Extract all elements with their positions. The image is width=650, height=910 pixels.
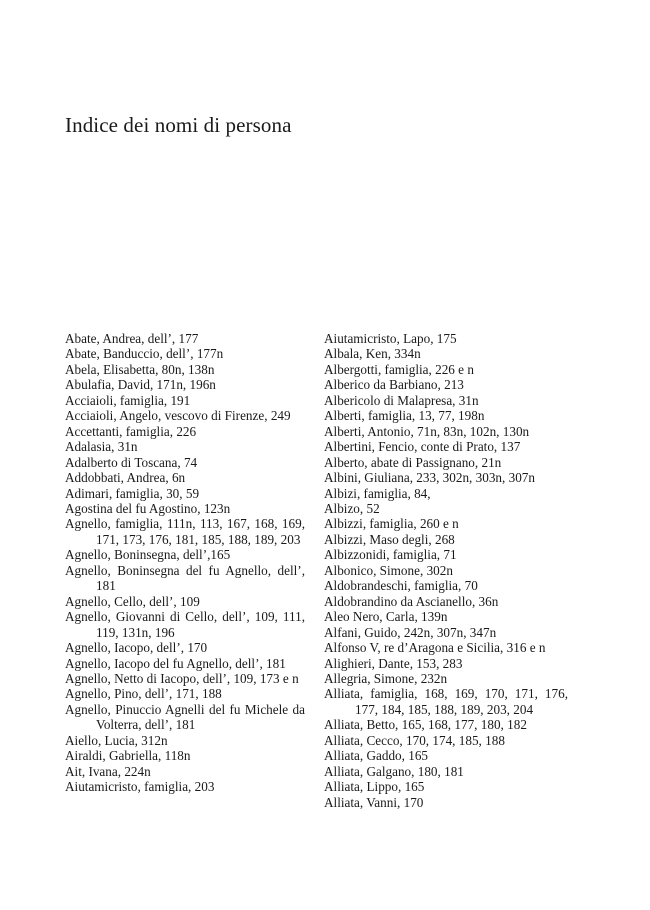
index-entry: Alfonso V, re d’Aragona e Sicilia, 316 e n (324, 640, 546, 656)
index-entry: Alliata, Betto, 165, 168, 177, 180, 182 (324, 717, 527, 733)
index-entry: Alberto, abate di Passignano, 21n (324, 454, 502, 470)
index-entry: Agnello, Pinuccio Agnelli del fu Michele da Volterra, dell’, 181 (65, 701, 305, 733)
index-entry: Aleo Nero, Carla, 139n (324, 609, 448, 625)
index-entry: Agnello, Boninsegna del fu Agnello, dell’, 181 (65, 562, 305, 594)
index-entry: Albizzonidi, famiglia, 71 (324, 547, 457, 563)
index-entry: Alberico da Barbiano, 213 (324, 377, 464, 393)
index-entry: Albericolo di Malapresa, 31n (324, 392, 479, 408)
index-right-column (324, 331, 568, 810)
index-entry: Addobbati, Andrea, 6n (65, 470, 186, 486)
index-entry: Agnello, Netto di Iacopo, dell’, 109, 173 e n (65, 670, 299, 686)
index-entry: Agnello, famiglia, 111n, 113, 167, 168, 169, 171, 173, 176, 181, 185, 188, 189, 203 (65, 516, 305, 547)
index-entry: Aldobrandeschi, famiglia, 70 (324, 578, 478, 594)
index-entry: Abate, Banduccio, dell’, 177n (65, 346, 224, 362)
index-entry: Adimari, famiglia, 30, 59 (65, 485, 200, 501)
index-entry: Alberti, famiglia, 13, 77, 198n (324, 408, 485, 424)
index-entry: Allegria, Simone, 232n (324, 670, 448, 686)
index-entry: Airaldi, Gabriella, 118n (65, 748, 191, 764)
index-entry: Alighieri, Dante, 153, 283 (324, 655, 463, 671)
index-entry: Alliata, Lippo, 165 (324, 779, 425, 795)
index-entry: Albonico, Simone, 302n (324, 562, 453, 578)
index-entry: Albini, Giuliana, 233, 302n, 303n, 307n (324, 470, 535, 486)
index-entry: Albertini, Fencio, conte di Prato, 137 (324, 439, 521, 455)
index-entry: Albala, Ken, 334n (324, 346, 421, 362)
index-entry: Agnello, Giovanni di Cello, dell’, 109, 111, 119, 131n, 196 (65, 609, 305, 640)
index-entry: Alliata, Cecco, 170, 174, 185, 188 (324, 732, 505, 748)
index-entry: Acciaioli, famiglia, 191 (65, 392, 191, 408)
index-entry: Alliata, Galgano, 180, 181 (324, 763, 464, 779)
index-entry: Alliata, Vanni, 170 (324, 794, 424, 810)
index-entry: Albizi, famiglia, 84, (324, 485, 431, 501)
index-entry: Aiutamicristo, Lapo, 175 (324, 331, 457, 346)
index-entry: Agnello, Boninsegna, dell’,165 (65, 547, 231, 563)
index-entry: Alliata, Gaddo, 165 (324, 748, 429, 764)
index-entry: Aiello, Lucia, 312n (65, 732, 168, 748)
index-entry: Abela, Elisabetta, 80n, 138n (65, 361, 215, 377)
index-entry: Aldobrandino da Ascianello, 36n (324, 593, 499, 609)
index-entry: Agnello, Cello, dell’, 109 (65, 593, 200, 609)
index-entry: Alberti, Antonio, 71n, 83n, 102n, 130n (324, 423, 530, 439)
index-entry: Albizo, 52 (324, 500, 380, 516)
index-entry: Albergotti, famiglia, 226 e n (324, 361, 474, 377)
index-entry: Agostina del fu Agostino, 123n (65, 500, 231, 516)
index-entry: Agnello, Pino, dell’, 171, 188 (65, 686, 222, 702)
index-entry: Albizzi, Maso degli, 268 (324, 531, 455, 547)
index-entry: Accettanti, famiglia, 226 (65, 423, 197, 439)
index-entry: Abate, Andrea, dell’, 177 (65, 331, 199, 346)
index-entry: Adalasia, 31n (65, 439, 138, 455)
index-entry: Agnello, Iacopo, dell’, 170 (65, 640, 208, 656)
index-entry: Acciaioli, Angelo, vescovo di Firenze, 249 (65, 408, 291, 424)
index-entry: Abulafia, David, 171n, 196n (65, 377, 216, 393)
index-entry: Alliata, famiglia, 168, 169, 170, 171, 176, 177, 184, 185, 188, 189, 203, 204 (324, 686, 568, 717)
index-entry: Aiutamicristo, famiglia, 203 (65, 779, 215, 795)
index-left-column (65, 331, 305, 795)
index-entry: Alfani, Guido, 242n, 307n, 347n (324, 624, 497, 640)
index-entry: Adalberto di Toscana, 74 (65, 454, 198, 470)
index-entry: Ait, Ivana, 224n (65, 763, 151, 779)
index-entry: Agnello, Iacopo del fu Agnello, dell’, 181 (65, 655, 286, 671)
index-entry: Albizzi, famiglia, 260 e n (324, 516, 459, 532)
page-title: Indice dei nomi di persona (65, 113, 292, 137)
